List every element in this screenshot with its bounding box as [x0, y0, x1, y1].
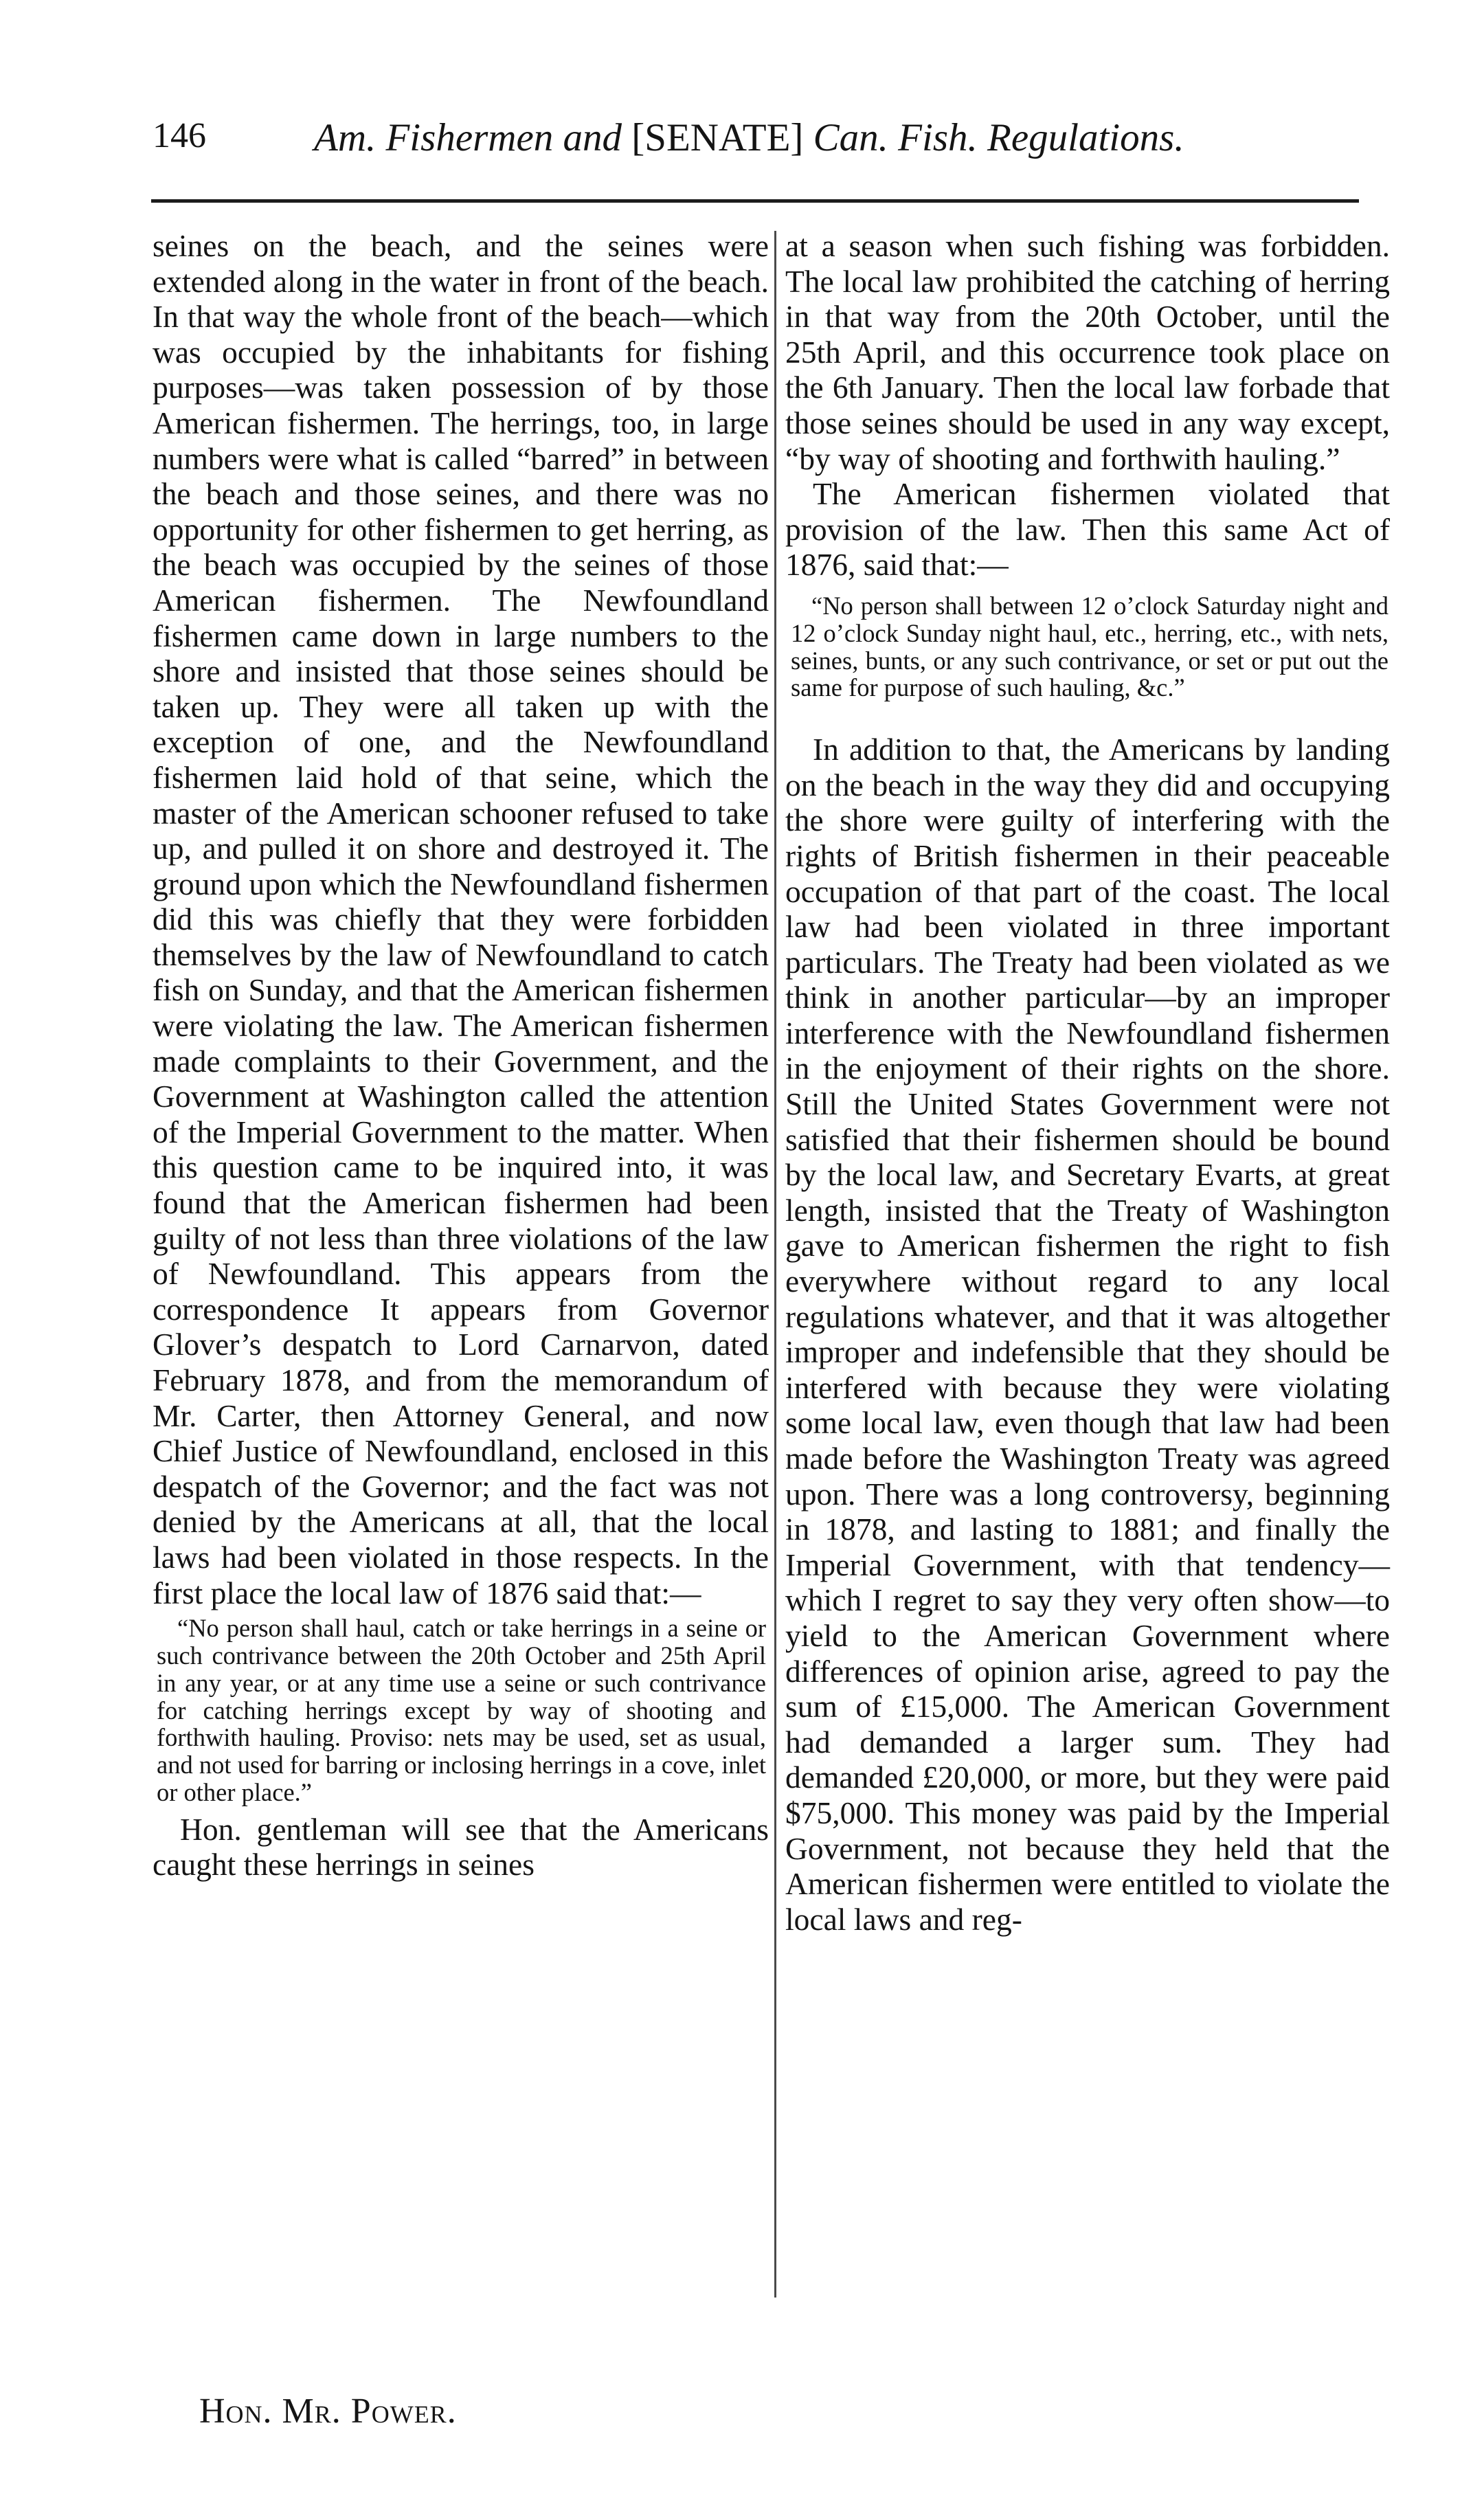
running-head-right: Can. Fish. Regulations.	[813, 116, 1184, 159]
column-divider	[774, 231, 776, 2298]
running-head-senate: [SENATE]	[622, 116, 813, 159]
header-rule	[151, 199, 1359, 203]
statute-quote-1: “No person shall haul, catch or take herrings in a seine or such contrivance between the 20th October and 25th April in any year, or at any time use a seine or such contrivance for catching herrings except by way of shooting and forthwith hauling. Proviso: nets may be used, set as usual, and not used for barring or inclosing herrings in a cove, inlet or other place.”	[157, 1614, 766, 1806]
right-paragraph-1: at a season when such fishing was forbidden. The local law prohibited the catching of herring in that way from the 20th October, until the 25th April, and this occurrence took place on the 6th January. Then the local law forbade that those seines should be used in any way except, “by way of shooting and forthwith hauling.”	[785, 228, 1390, 476]
left-paragraph-1: seines on the beach, and the seines were extended along in the water in front of the beach. In that way the whole front of the beach—which was occupied by the inhabitants for fishing purposes—was taken possession of by those American fishermen. The herrings, too, in large numbers were what is called “barred” in between the beach and those seines, and there was no opportunity for other fishermen to get herring, as the beach was occupied by the seines of those American fishermen. The Newfoundland fishermen came down in large numbers to the shore and insisted that those seines should be taken up. They were all taken up with the exception of one, and the Newfoundland fishermen laid hold of that seine, which the master of the American schooner refused to take up, and pulled it on shore and destroyed it. The ground upon which the Newfoundland fishermen did this was chiefly that they were forbidden themselves by the law of Newfoundland to catch fish on Sunday, and that the American fishermen were violating the law. The American fishermen made complaints to their Government, and the Government at Washington called the attention of the Imperial Government to the matter. When this question came to be inquired into, it was found that the American fishermen had been guilty of not less than three violations of the law of Newfoundland. This appears from the correspondence It appears from Governor Glover’s despatch to Lord Carnarvon, dated February 1878, and from the memorandum of Mr. Carter, then Attorney General, and now Chief Justice of Newfoundland, enclosed in this despatch of the Governor; and the fact was not denied by the Americans at all, that the local laws had been violated in those respects. In the first place the local law of 1876 said that:—	[153, 228, 769, 1610]
page-number: 146	[153, 116, 206, 155]
statute-quote-2: “No person shall between 12 o’clock Saturday night and 12 o’clock Sunday night haul, etc., herring, etc., with nets, seines, bunts, or any such contrivance, or set or put out the same for purpose of such hauling, &c.”	[791, 591, 1389, 702]
right-paragraph-2: The American fishermen violated that provision of the law. Then this same Act of 1876, said that:—	[785, 476, 1390, 583]
page-header	[153, 115, 1358, 177]
speaker-footer: Hon. Mr. Power.	[199, 2392, 457, 2431]
running-head-left: Am. Fishermen and	[314, 116, 622, 159]
right-column	[785, 228, 1390, 1937]
left-paragraph-2: Hon. gentleman will see that the Americans caught these herrings in seines	[153, 1811, 769, 1883]
running-head	[314, 115, 1184, 160]
left-column	[153, 228, 769, 1883]
right-paragraph-3: In addition to that, the Americans by landing on the beach in the way they did and occupying the shore were guilty of interfering with the rights of British fishermen in their peaceable occupation of that part of the coast. The local law had been violated in three important particulars. The Treaty had been violated as we think in another particular—by an improper interference with the Newfoundland fishermen in the enjoyment of their rights on the shore. Still the United States Government were not satisfied that their fishermen should be bound by the local law, and Secretary Evarts, at great length, insisted that the Treaty of Washington gave to American fishermen the right to fish everywhere without regard to any local regulations whatever, and that it was altogether improper and indefensible that they should be interfered with because they were violating some local law, even though that law had been made before the Washington Treaty was agreed upon. There was a long controversy, beginning in 1878, and lasting to 1881; and finally the Imperial Government, with that tendency—which I regret to say they very often show—to yield to the American Government where differences of opinion arise, agreed to pay the sum of £15,000. The American Government had demanded a larger sum. They had demanded £20,000, or more, but they were paid $75,000. This money was paid by the Imperial Government, not because they held that the American fishermen were entitled to violate the local laws and reg-	[785, 732, 1390, 1937]
